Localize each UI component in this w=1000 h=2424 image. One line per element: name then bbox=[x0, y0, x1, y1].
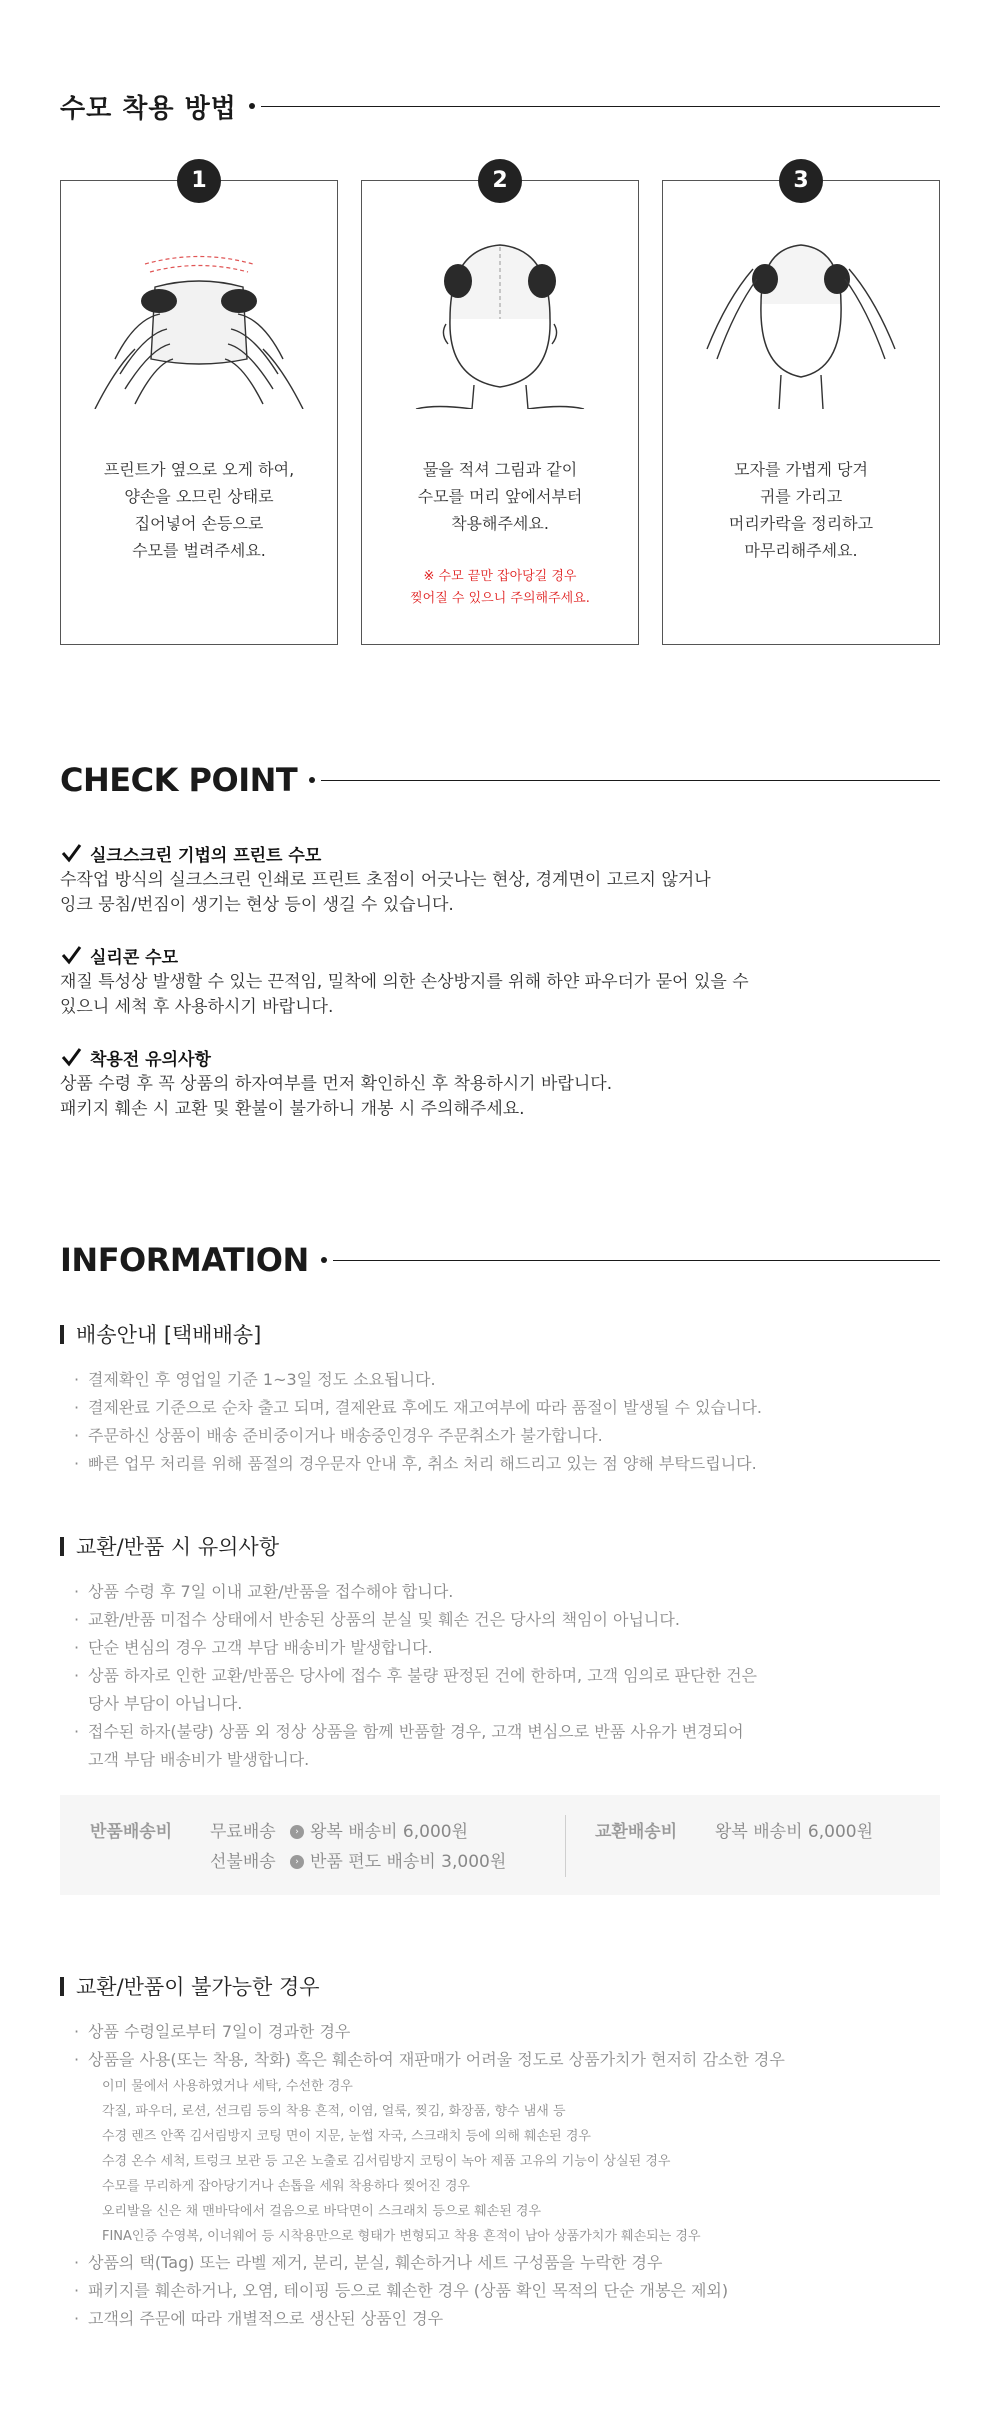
checkmark-icon bbox=[60, 1046, 82, 1068]
list-item-text: 고객 부담 배송비가 발생합니다. bbox=[88, 1750, 310, 1769]
fee-desc: 왕복 배송비 6,000원 bbox=[310, 1822, 469, 1842]
list-item: · 상품의 택(Tag) 또는 라벨 제거, 분리, 분실, 훼손하거나 세트 구성품을 누락한 경우 bbox=[74, 2249, 940, 2277]
arrow-icon: › bbox=[290, 1855, 304, 1869]
check-item-silkscreen bbox=[60, 840, 940, 918]
checkmark-icon bbox=[60, 944, 82, 966]
shipping-fee-box bbox=[60, 1795, 940, 1895]
fee-type: 선불배송 bbox=[210, 1852, 276, 1872]
list-item: · 결제완료 기준으로 순차 출고 되며, 결제완료 후에도 재고여부에 따라 품절이 발생될 수 있습니다. bbox=[74, 1394, 940, 1422]
exchange-heading-text: 교환/반품 시 유의사항 bbox=[76, 1535, 279, 1559]
shipping-heading-text: 배송안내 [택배배송] bbox=[76, 1323, 262, 1347]
check-item-precaution bbox=[60, 1044, 940, 1122]
title-rule bbox=[333, 1260, 940, 1261]
desc-line: 재질 특성상 발생할 수 있는 끈적임, 밀착에 의한 손상방지를 위해 하얀 파우더가 묻어 있을 수 bbox=[60, 972, 749, 992]
exchange-fee-desc: 왕복 배송비 6,000원 bbox=[715, 1822, 874, 1842]
desc-line: 패키지 훼손 시 교환 및 환불이 불가하니 개봉 시 주의해주세요. bbox=[60, 1099, 525, 1119]
list-item: · 상품 수령일로부터 7일이 경과한 경우 bbox=[74, 2018, 940, 2046]
check-section-header bbox=[60, 760, 940, 800]
fee-divider bbox=[565, 1815, 566, 1877]
step-number-2: 2 bbox=[478, 159, 522, 203]
sub-list-item: 각질, 파우더, 로션, 선크림 등의 착용 흔적, 이염, 얼룩, 찢김, 화장품, 향수 냄새 등 bbox=[102, 2104, 566, 2119]
title-rule bbox=[261, 106, 940, 107]
list-item: · 고객의 주문에 따라 개별적으로 생산된 상품인 경우 bbox=[74, 2305, 940, 2333]
check-item-desc bbox=[60, 970, 940, 1020]
wearing-steps bbox=[60, 168, 940, 645]
title-dot bbox=[321, 1257, 327, 1263]
non-returnable-heading-text: 교환/반품이 불가능한 경우 bbox=[76, 1975, 320, 1999]
step-number-1: 1 bbox=[177, 159, 221, 203]
desc-line: 상품 수령 후 꼭 상품의 하자여부를 먼저 확인하신 후 착용하시기 바랍니다. bbox=[60, 1074, 613, 1094]
sub-list-item: 수모를 무리하게 잡아당기거나 손톱을 세워 착용하다 찢어진 경우 bbox=[102, 2179, 470, 2194]
step-card-1 bbox=[60, 168, 338, 645]
return-fee bbox=[90, 1817, 506, 1877]
check-item-title-row bbox=[60, 942, 940, 968]
step-3-line: 모자를 가볍게 당겨 bbox=[734, 460, 868, 479]
step-2-illustration bbox=[376, 209, 624, 409]
exchange-fee bbox=[595, 1817, 873, 1847]
desc-line: 수작업 방식의 실크스크린 인쇄로 프린트 초점이 어긋나는 현상, 경계면이 고르지 않거나 bbox=[60, 870, 711, 890]
sub-list-item: 이미 물에서 사용하였거나 세탁, 수선한 경우 bbox=[102, 2079, 353, 2094]
step-3-illustration bbox=[677, 209, 925, 409]
list-item bbox=[74, 1606, 940, 1634]
info-title: INFORMATION bbox=[60, 1241, 309, 1279]
check-item-title: 착용전 유의사항 bbox=[90, 1049, 211, 1070]
heading-bar bbox=[60, 1325, 64, 1344]
step-card-3 bbox=[662, 168, 940, 645]
shipping-heading bbox=[60, 1318, 940, 1350]
heading-bar bbox=[60, 1537, 64, 1556]
sub-list-item: 수경 렌즈 안쪽 김서림방지 코팅 면이 지문, 눈썹 자국, 스크래치 등에 의해 훼손된 경우 bbox=[102, 2129, 591, 2144]
fee-type: 무료배송 bbox=[210, 1822, 276, 1842]
check-item-title-row bbox=[60, 840, 940, 866]
checkmark-icon bbox=[60, 842, 82, 864]
step-2-warning bbox=[368, 566, 632, 610]
check-item-title-row bbox=[60, 1044, 940, 1070]
desc-line: 잉크 뭉침/번짐이 생기는 현상 등이 생길 수 있습니다. bbox=[60, 895, 454, 915]
list-item: · 패키지를 훼손하거나, 오염, 테이핑 등으로 훼손한 경우 (상품 확인 목적의 단순 개봉은 제외) bbox=[74, 2277, 940, 2305]
sub-list-item: FINA인증 수영복, 이너웨어 등 시착용만으로 형태가 변형되고 착용 흔적이 남아 상품가치가 훼손되는 경우 bbox=[102, 2229, 701, 2244]
list-item-text: · 접수된 하자(불량) 상품 외 정상 상품을 함께 반품할 경우, 고객 변심으로 반품 사유가 변경되어 bbox=[88, 1722, 744, 1741]
return-fee-label: 반품배송비 bbox=[90, 1822, 173, 1842]
step-number-3: 3 bbox=[779, 159, 823, 203]
step-2-line: 물을 적셔 그림과 같이 bbox=[422, 460, 578, 479]
title-dot bbox=[309, 777, 315, 783]
list-item bbox=[74, 1634, 940, 1662]
check-item-title: 실크스크린 기법의 프린트 수모 bbox=[90, 845, 322, 866]
title-rule bbox=[321, 780, 940, 781]
step-3-line: 귀를 가리고 bbox=[759, 487, 843, 506]
step-1-line: 양손을 오므린 상태로 bbox=[124, 487, 274, 506]
list-item-text: · 상품 하자로 인한 교환/반품은 당사에 접수 후 불량 판정된 건에 한하며, 고객 임의로 판단한 건은 bbox=[88, 1666, 758, 1685]
step-2-line: 착용해주세요. bbox=[451, 514, 549, 533]
list-item-text: 단순 변심의 경우 고객 부담 배송비가 발생합니다. bbox=[88, 1638, 433, 1657]
list-item bbox=[74, 2046, 940, 2249]
wearing-title: 수모 착용 방법 bbox=[60, 93, 237, 124]
fee-desc: 반품 편도 배송비 3,000원 bbox=[310, 1852, 507, 1872]
step-1-line: 수모를 벌려주세요. bbox=[132, 541, 266, 560]
list-item: · 결제확인 후 영업일 기준 1~3일 정도 소요됩니다. bbox=[74, 1366, 940, 1394]
step-1-line: 집어넣어 손등으로 bbox=[134, 514, 264, 533]
step-2-description bbox=[372, 456, 628, 537]
exchange-fee-label: 교환배송비 bbox=[595, 1822, 678, 1842]
step-1-line: 프린트가 옆으로 오게 하여, bbox=[103, 460, 295, 479]
wearing-section-header bbox=[60, 86, 940, 126]
non-returnable-heading bbox=[60, 1970, 940, 2002]
non-returnable-list bbox=[60, 2018, 940, 2333]
step-1-illustration bbox=[75, 209, 323, 409]
title-dot bbox=[249, 103, 255, 109]
step-1-description bbox=[71, 456, 327, 564]
list-item bbox=[74, 1662, 940, 1718]
exchange-list bbox=[60, 1578, 940, 1774]
arrow-icon: › bbox=[290, 1825, 304, 1839]
sub-list bbox=[88, 2074, 940, 2249]
check-item-silicone bbox=[60, 942, 940, 1020]
exchange-heading bbox=[60, 1530, 940, 1562]
check-item-desc bbox=[60, 1072, 940, 1122]
list-item-text: 상품을 사용(또는 착용, 착화) 혹은 훼손하여 재판매가 어려울 정도로 상품가치가 현저히 감소한 경우 bbox=[88, 2050, 785, 2069]
shipping-block bbox=[60, 1318, 940, 1478]
list-item-text: 당사 부담이 아닙니다. bbox=[88, 1694, 243, 1713]
list-item bbox=[74, 1578, 940, 1606]
heading-bar bbox=[60, 1977, 64, 1996]
sub-list-item: 수경 온수 세척, 트렁크 보관 등 고온 노출로 김서림방지 코팅이 녹아 제품 고유의 기능이 상실된 경우 bbox=[102, 2154, 671, 2169]
list-item: · 주문하신 상품이 배송 준비중이거나 배송중인경우 주문취소가 불가합니다. bbox=[74, 1422, 940, 1450]
exchange-notice-block bbox=[60, 1530, 940, 1774]
list-item bbox=[74, 1718, 940, 1774]
step-2-line: 수모를 머리 앞에서부터 bbox=[417, 487, 583, 506]
list-item-text: 상품 수령 후 7일 이내 교환/반품을 접수해야 합니다. bbox=[88, 1582, 454, 1601]
info-section-header bbox=[60, 1240, 940, 1280]
warning-line: ※ 수모 끝만 잡아당길 경우 bbox=[423, 569, 577, 584]
non-returnable-block bbox=[60, 1970, 940, 2333]
warning-line: 찢어질 수 있으니 주의해주세요. bbox=[410, 591, 590, 606]
fee-row bbox=[90, 1817, 506, 1847]
step-3-line: 머리카락을 정리하고 bbox=[728, 514, 874, 533]
list-item-text: 교환/반품 미접수 상태에서 반송된 상품의 분실 및 훼손 건은 당사의 책임이 아닙니다. bbox=[88, 1610, 680, 1629]
step-3-description bbox=[673, 456, 929, 564]
check-item-desc bbox=[60, 868, 940, 918]
desc-line: 있으니 세척 후 사용하시기 바랍니다. bbox=[60, 997, 334, 1017]
shipping-list bbox=[60, 1366, 940, 1478]
sub-list-item: 오리발을 신은 채 맨바닥에서 걸음으로 바닥면이 스크래치 등으로 훼손된 경우 bbox=[102, 2204, 542, 2219]
list-item: · 빠른 업무 처리를 위해 품절의 경우문자 안내 후, 취소 처리 해드리고 있는 점 양해 부탁드립니다. bbox=[74, 1450, 940, 1478]
step-card-2 bbox=[361, 168, 639, 645]
step-3-line: 마무리해주세요. bbox=[744, 541, 858, 560]
fee-row bbox=[90, 1847, 506, 1877]
check-title: CHECK POINT bbox=[60, 761, 298, 799]
check-item-title: 실리콘 수모 bbox=[90, 947, 179, 968]
